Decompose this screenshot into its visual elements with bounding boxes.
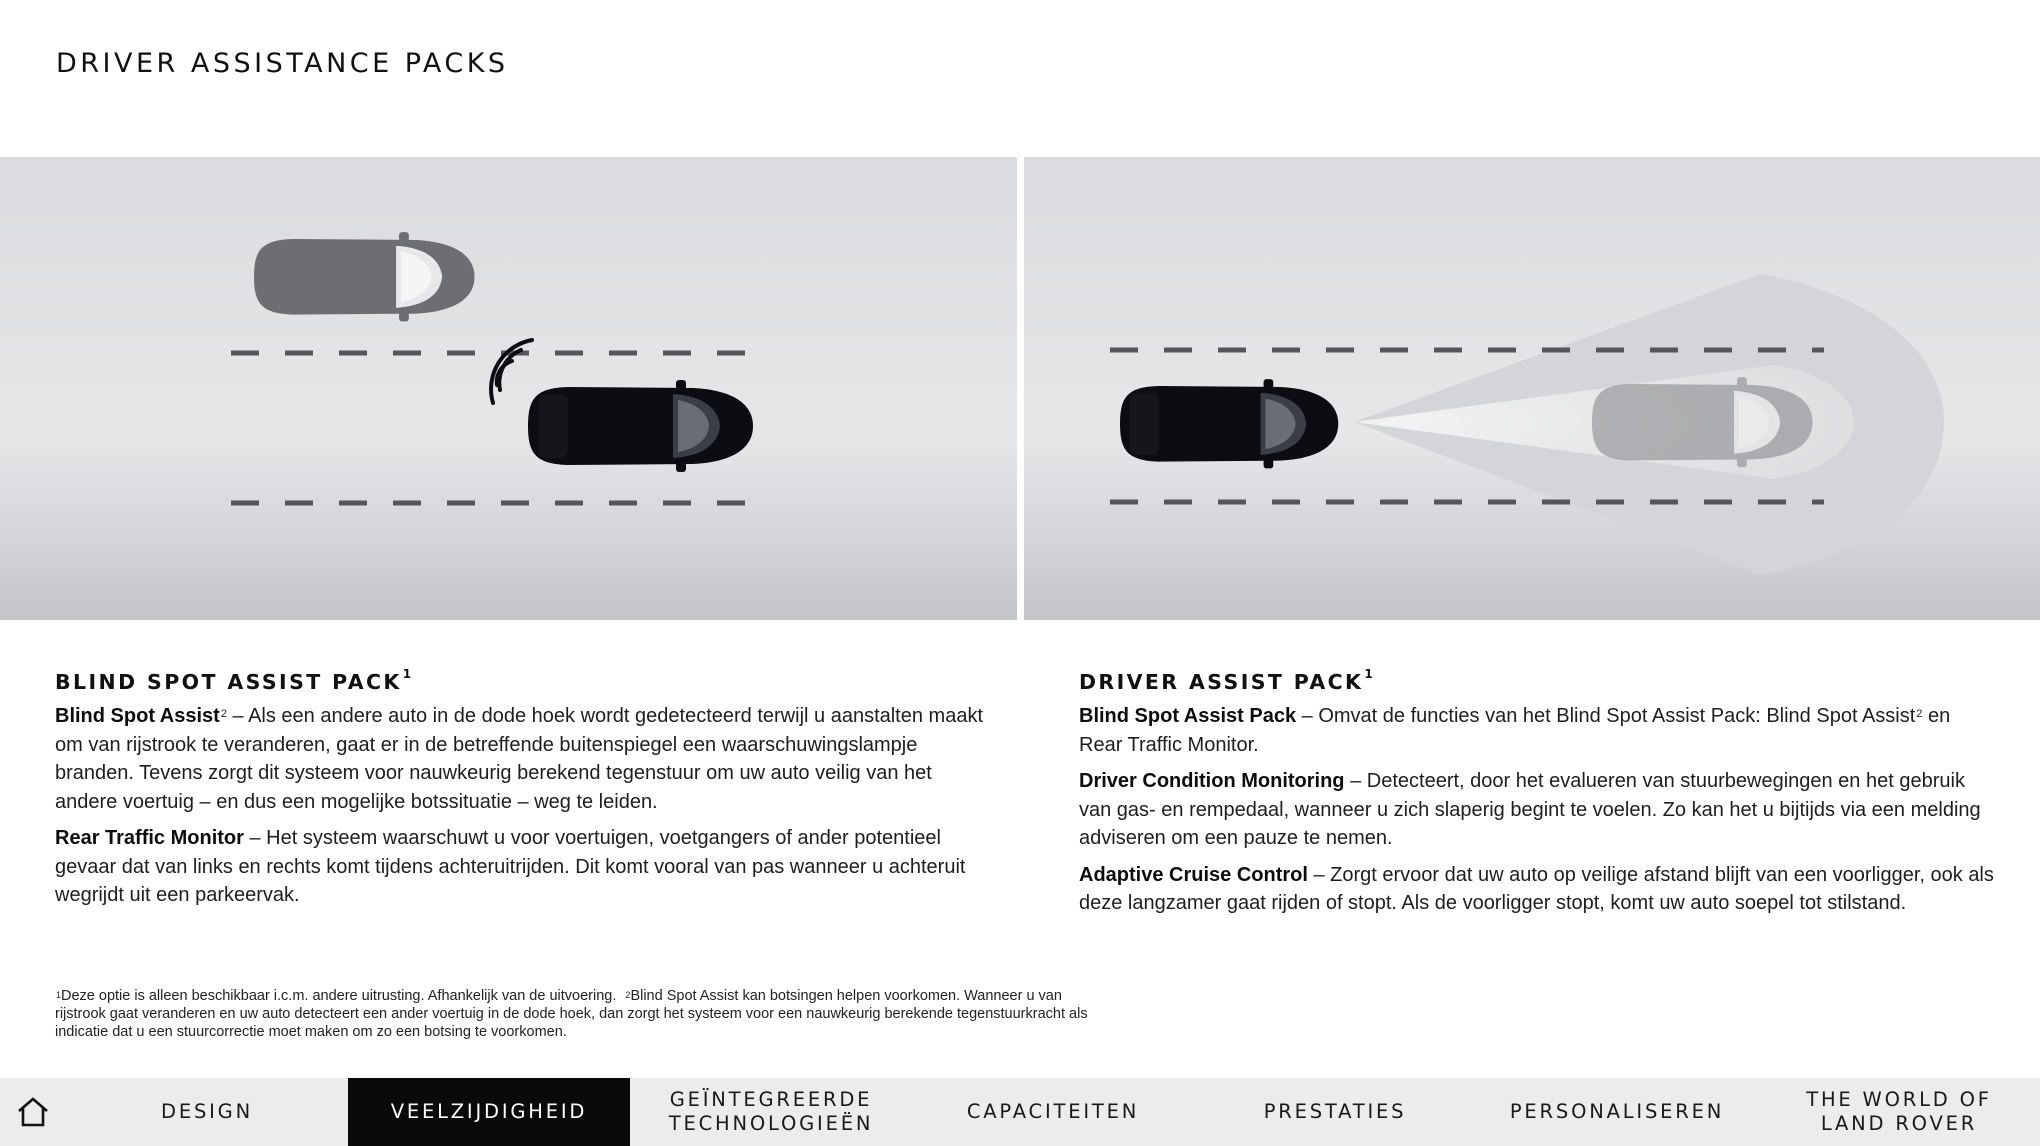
nav-world-of-land-rover[interactable]: THE WORLD OF LAND ROVER bbox=[1806, 1088, 1992, 1135]
home-icon bbox=[16, 1095, 50, 1129]
blind-spot-illustration bbox=[0, 157, 1017, 620]
blind-spot-assist-pack-paragraph: Blind Spot Assist Pack – Omvat de functies van het Blind Spot Assist Pack: Blind Spot Assist$^2$ en Rear Traffic Monitor. bbox=[1079, 705, 1951, 756]
driver-assist-pack-section bbox=[1079, 667, 1999, 926]
nav-design[interactable]: DESIGN bbox=[161, 1100, 253, 1123]
driver-assist-illustration bbox=[1024, 157, 2040, 620]
home-button[interactable] bbox=[0, 1078, 66, 1146]
nav-veelzijdigheid[interactable]: VEELZIJDIGHEID bbox=[348, 1078, 630, 1146]
nav-geintegreerde-technologieen[interactable]: GEÏNTEGREERDE TECHNOLOGIEËN bbox=[668, 1088, 874, 1135]
nav-capaciteiten[interactable]: CAPACITEITEN bbox=[966, 1100, 1140, 1123]
nav-prestaties[interactable]: PRESTATIES bbox=[1263, 1100, 1407, 1123]
blind-spot-assist-pack-section bbox=[55, 667, 985, 918]
blind-spot-assist-paragraph: Blind Spot Assist$^2$ – Als een andere auto in de dode hoek wordt gedetecteerd terwijl u aanstalten maakt om van rijstrook te veranderen, gaat er in de betreffende buitenspiegel een waarschuwingslampje branden. Tevens zorgt dit systeem voor nauwkeurig berekend tegenstuur om uw auto veilig van het andere voertuig – en dus een mogelijke botssituatie – weg te leiden. bbox=[55, 705, 984, 813]
section-title: BLIND SPOT ASSIST PACK$^1$ bbox=[55, 667, 414, 694]
section-title: DRIVER ASSIST PACK$^1$ bbox=[1079, 667, 1376, 694]
rear-traffic-monitor-paragraph: Rear Traffic Monitor – Het systeem waarschuwt u voor voertuigen, voetgangers of ander potentieel gevaar dat van links en rechts komt tijdens achteruitrijden. Dit komt vooral van pas wanneer u achteruit wegrijdt uit een parkeervak. bbox=[55, 827, 966, 906]
nav-personaliseren[interactable]: PERSONALISEREN bbox=[1509, 1100, 1725, 1123]
footnote: $^1$Deze optie is alleen beschikbaar i.c.m. andere uitrusting. Afhankelijk van de uitvoering. $^2$Blind Spot Assist kan botsingen helpen voorkomen. Wanneer u van rijstrook gaat veranderen en uw auto detecteert een ander voertuig in de dode hoek, dan zorgt het systeem voor een nauwkeurig berekende tegenstuurkracht als indicatie dat u een stuurcorrectie moet maken om zo een botsing te voorkomen. bbox=[55, 988, 1088, 1040]
bottom-nav bbox=[0, 1078, 2040, 1146]
page-title: DRIVER ASSISTANCE PACKS bbox=[56, 48, 509, 79]
driver-condition-monitoring-paragraph: Driver Condition Monitoring – Detecteert, door het evalueren van stuurbewegingen en het gebruik van gas- en rempedaal, wanneer u zich slaperig begint te voelen. Zo kan het u bijtijds via een melding adviseren om een pauze te nemen. bbox=[1079, 770, 1981, 849]
adaptive-cruise-control-paragraph: Adaptive Cruise Control – Zorgt ervoor dat uw auto op veilige afstand blijft van een voorligger, ook als deze langzamer gaat rijden of stopt. Als de voorligger stopt, komt uw auto soepel tot stilstand. bbox=[1079, 863, 1994, 914]
